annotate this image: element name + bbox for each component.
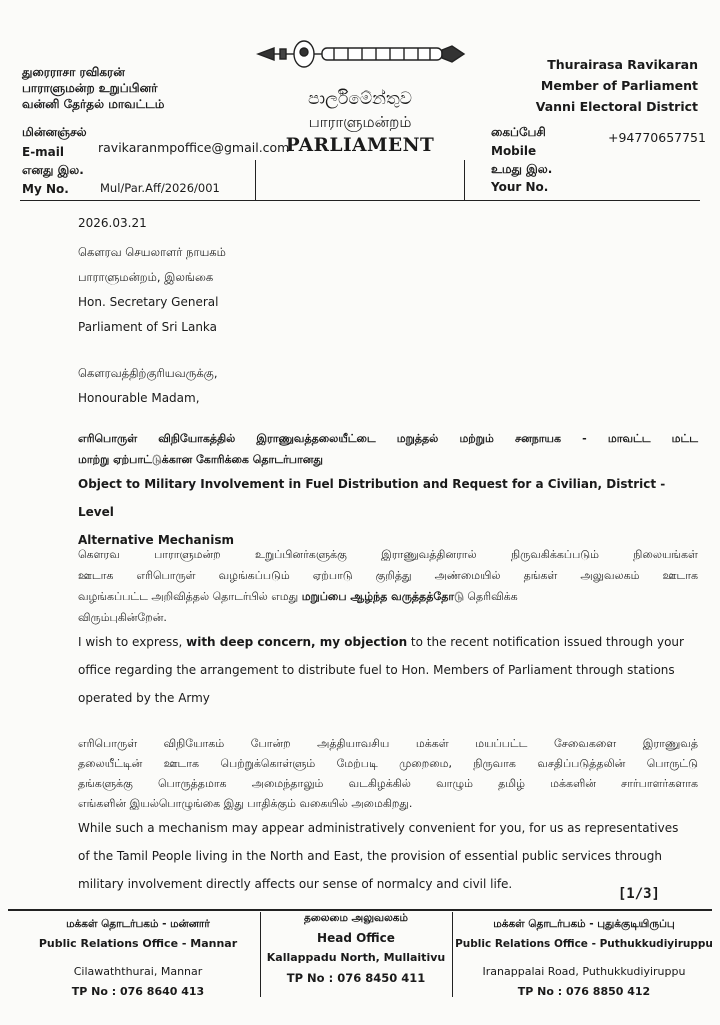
p1-tamil-3c: தெரிவிக்க — [463, 590, 518, 603]
footer-center-tp: TP No : 076 8450 411 — [286, 971, 426, 985]
email-label: E-mail — [22, 145, 65, 159]
subject-block — [78, 428, 698, 554]
footer-right-tamil: மக்கள் தொடர்பகம் - புதுக்குடியிருப்பு — [493, 918, 675, 930]
yourno-label: Your No. — [491, 180, 549, 194]
p1-en-1 — [78, 628, 698, 656]
letter-date: 2026.03.21 — [78, 216, 147, 230]
p1-tamil-2: ஊடாக எரிபொருள் வழங்கப்படும் ஏற்பாடு குறித்து அண்மையில் தங்கள் அலுவலகம் ஊடாக — [78, 569, 698, 582]
english-title: PARLIAMENT — [285, 135, 435, 156]
footer-right-address: Iranappalai Road, Puthukkudiyiruppu — [482, 965, 686, 978]
district: Vanni Electoral District — [535, 99, 698, 114]
p1-tamil-3 — [78, 586, 698, 607]
salutation-tamil: கௌரவத்திற்குரியவருக்கு, — [78, 366, 218, 380]
subject-en-2: Alternative Mechanism — [78, 533, 234, 547]
header-vline-left — [255, 160, 256, 200]
p1-en-1b: with deep concern, my objection — [186, 635, 408, 649]
sinhala-title: පාර්ලිමේන්තුව — [308, 89, 412, 109]
header-divider — [20, 200, 700, 201]
p2-en-2: of the Tamil People living in the North and East, the provision of essential public services through — [78, 849, 662, 863]
mobile-label: Mobile — [491, 144, 537, 158]
email-value: ravikaranmpoffice@gmail.com — [98, 140, 290, 155]
recipient-line-4: Parliament of Sri Lanka — [78, 320, 218, 334]
mp-title: Member of Parliament — [540, 78, 698, 93]
p1-tamil-3a: வழங்கப்பட்ட அறிவித்தல் தொடர்பில் எமது — [78, 590, 302, 603]
footer-center-title: Head Office — [317, 931, 395, 945]
p1-en-1c: to the recent notification issued through your — [407, 635, 684, 649]
p2-tamil-3: தங்களுக்கு பொருத்தமாக அமைந்தாலும் வடகிழக்கில் வாழும் தமிழ் மக்களின் சார்பாளர்களாக — [78, 777, 698, 790]
p1-en-2: office regarding the arrangement to distribute fuel to Hon. Members of Parliament through stations — [78, 663, 675, 677]
footer-office-mannar — [30, 914, 246, 1002]
p1-en-1a: I wish to express, — [78, 635, 187, 649]
footer-left-title: Public Relations Office - Mannar — [38, 937, 238, 950]
tamil-title: பாராளுமன்றம் — [308, 113, 412, 131]
p1-tamil-3b: மறுப்பை ஆழ்ந்த வருத்தத்தோடு — [301, 590, 464, 603]
footer-vline-left — [260, 912, 261, 997]
myno-value: Mul/Par.Aff/2026/001 — [100, 181, 220, 195]
mp-name: Thurairasa Ravikaran — [547, 57, 698, 72]
yourno-label-tamil: உமது இல. — [491, 162, 553, 176]
footer-office-puthukkudiyiruppu — [454, 914, 714, 1002]
mp-title-tamil: பாராளுமன்ற உறுப்பினர் — [22, 81, 158, 95]
mobile-label-tamil: கைப்பேசி — [491, 125, 546, 139]
recipient-line-2: பாராளுமன்றம், இலங்கை — [78, 270, 214, 284]
header-vline-right — [464, 160, 465, 200]
recipient-line-3: Hon. Secretary General — [78, 295, 219, 309]
page-number: [1/3] — [617, 886, 660, 902]
p2-en-3: military involvement directly affects our sense of normalcy and civil life. — [78, 877, 513, 891]
footer-right-title: Public Relations Office - Puthukkudiyiruppu — [455, 938, 713, 950]
header-left-tamil — [22, 64, 242, 112]
p2-tamil-1: எரிபொருள் விநியோகம் போன்ற அத்தியாவசிய மக்கள் மயப்பட்ட சேவைகளை இராணுவத் — [78, 737, 698, 750]
footer-left-tp: TP No : 076 8640 413 — [71, 985, 205, 998]
mace-icon — [252, 34, 468, 74]
myno-label: My No. — [22, 182, 69, 196]
mp-name-tamil: துரைராசா ரவிகரன் — [22, 65, 125, 79]
myno-label-tamil: எனது இல. — [22, 163, 84, 177]
p2-en-1: While such a mechanism may appear administratively convenient for you, for us as representatives — [78, 821, 679, 835]
footer-head-office — [262, 908, 450, 988]
mobile-value: +94770657751 — [608, 130, 706, 145]
paragraph-2 — [78, 734, 698, 898]
p2-tamil-2: தலையீட்டின் ஊடாக பெற்றுக்கொள்ளும் மேற்படி முறைமை, நிருவாக வசதிப்படுத்தலின் பொருட்டு — [78, 757, 698, 770]
footer-left-tamil: மக்கள் தொடர்பகம் - மன்னார் — [66, 918, 210, 930]
recipient-line-1: கௌரவ செயலாளர் நாயகம் — [78, 245, 226, 259]
footer-left-address: Cilawaththurai, Mannar — [73, 965, 203, 978]
p1-tamil-1: கௌரவ பாராளுமன்ற உறுப்பினர்களுக்கு இராணுவத்தினரால் நிருவகிக்கப்படும் நிலையங்கள் — [78, 548, 698, 561]
footer-center-address: Kallappadu North, Mullaitivu — [266, 951, 446, 964]
salutation-block — [78, 361, 218, 411]
p2-tamil-4: எங்களின் இயல்பொழுங்கை இது பாதிக்கும் வகையில் அமைகிறது. — [78, 797, 413, 810]
recipient-block — [78, 240, 226, 340]
subject-en-1: Object to Military Involvement in Fuel Distribution and Request for a Civilian, District - Level — [78, 477, 666, 519]
header-right-english — [458, 54, 698, 117]
p1-tamil-4: விரும்புகின்றேன். — [78, 611, 167, 624]
footer-vline-right — [452, 912, 453, 997]
salutation: Honourable Madam, — [78, 391, 200, 405]
email-label-tamil: மின்னஞ்சல் — [22, 125, 87, 139]
footer-right-tp: TP No : 076 8850 412 — [517, 985, 651, 998]
subject-tamil-2: மாற்று ஏற்பாட்டுக்கான கோரிக்கை தொடர்பானது — [78, 453, 323, 466]
district-tamil: வன்னி தேர்தல் மாவட்டம் — [22, 97, 165, 111]
subject-tamil-1: எரிபொருள் விநியோகத்தில் இராணுவத்தலையீட்டை மறுத்தல் மற்றும் சனநாயக - மாவட்ட மட்ட — [78, 432, 698, 445]
p1-en-3: operated by the Army — [78, 691, 210, 705]
footer-center-tamil: தலைமை அலுவலகம் — [304, 912, 408, 924]
paragraph-1 — [78, 544, 698, 712]
